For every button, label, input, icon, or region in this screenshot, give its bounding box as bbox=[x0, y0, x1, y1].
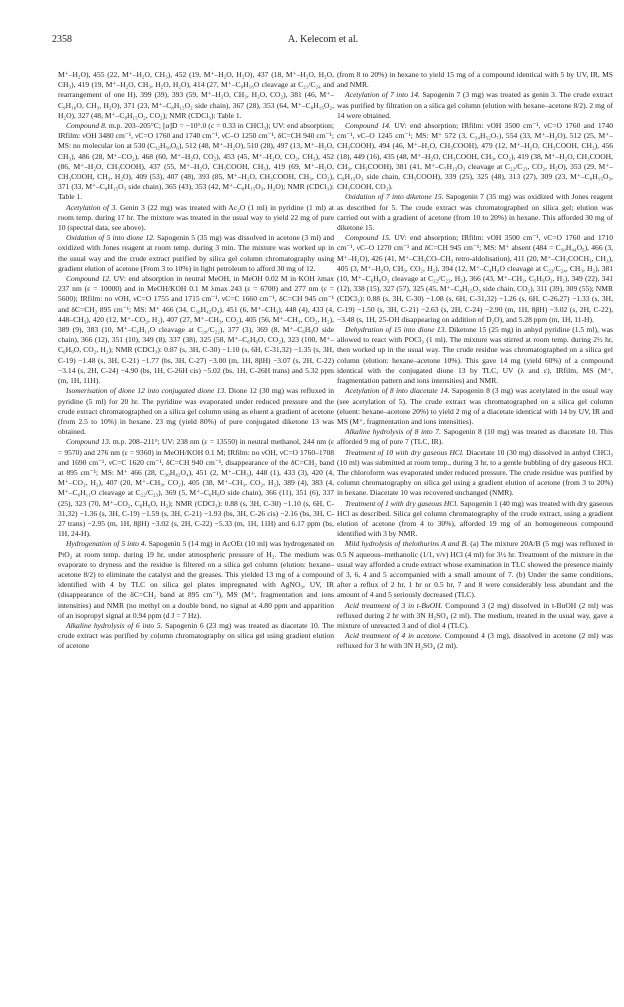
paragraph-text: Genin 3 (22 mg) was treated with Ac₂O (1 ml) in pyridine (1 ml) at room temp. during 17 hr. The mixture was treated in the usual way to yield 22 mg of pure 10 (spectral data, see above). bbox=[58, 202, 335, 233]
paragraph-lead: Compound 15. bbox=[345, 233, 391, 243]
paragraph-lead: Acetylation of 3. bbox=[66, 202, 118, 212]
paragraph-text: Sapogenin 7 (35 mg) was oxidized with Jones reagent as described for 5. The crude extract was chromatographed on silica gel; elution was carried out with a gradient of acetone (from 10 to 20%) in hexane. This afforded 30 mg of diketone 15. bbox=[337, 192, 613, 233]
paragraph-text: M⁺–H₂O), 455 (22, M⁺–H₂O, CH₃), 452 (19, M⁺–H₂O, H₂O), 437 (18, M⁺–H₂O, H₂O, CH₃), 419 (19, M⁺–H₂O, CH₃, H₂O, H₂O), 414 (27, M⁺–C₉H₁₆O cleavage at C₂₁/C₂₄ and rearrangement of one H), 399 (39), 393 (59, M⁺–H₂O, CH₃, H₂O, CO₂), 381 (46, M⁺–C₉H₁₆O, CH₃, H₂O), 371 (23, M⁺–C₈H₁₅O₂ side chain), 367 (28), 353 (64, M⁺–C₈H₁₅O₂, H₂O), 327 (48, M⁺–C₈H₁₅O₂, CO₂); NMR (CDCl₃): Table 1. bbox=[58, 70, 334, 120]
paragraph bbox=[58, 621, 334, 652]
paragraph-text: m.p. 208–211°; UV: 238 nm (ε = 13550) in neutral methanol, 244 nm (ε = 9570) and 276 nm (ε = 9360) in MeOH/KOH 0.1 M; IRfilm: no νOH, νC=O 1760–1708 and 1690 cm⁻¹, νC=C 1620 cm⁻¹, δC=CH 940 cm⁻¹, disappearance of the δC=CH₂ band at 895 cm⁻¹; MS: M⁺ 466 (28, C₃₀H₄₂O₄), 451 (2, M⁺–CH₃), 448 (1), 433 (3), 420 (4, M⁺–CO₂, H₂), 407 (20, M⁺–CH₃, CO₂), 405 (38, M⁺–CH₃, CO₂, H₂), 389 (4), 383 (4, M⁺–C₆H₁₁O cleavage at C₂₂/C₂₃), 369 (5, M⁺–C₆H₉O side chain), 366 (11), 351 (6), 337 (25), 323 (70, M⁺–CO₂, C₆H₉O, H₂); NMR (CDCl₃): 0.88 (s, 3H, C-30) −1.10 (s, 6H, C-31,32) −1.36 (s, 3H, C-19) −1.59 (s, 3H, C-21) −1.93 (bs, 3H, C-26 cis) −2.16 (bs, 3H, C-27 trans) −2.95 (m, 1H, 8βH) −3.02 (s, 2H, C-22) −5.33 (m, 1H, 11H) and 6.17 ppm (bs, 1H, 24-H). bbox=[58, 437, 334, 539]
paragraph-lead: Oxidation of 7 into diketone 15. bbox=[345, 192, 444, 202]
paragraph-lead: Acetylation of 7 into 14. bbox=[345, 90, 420, 100]
paragraph-text: UV: end absorption in neutral MeOH, in MeOH 0.02 M in KOH λmax 237 nm (ε = 10000) and in MeOH/KOH 0.1 M λmax 243 (ε = 6700) and 277 nm (ε = 5600); IRfilm: no νOH, νC=O 1755 and 1715 cm⁻¹, νC=C 1660 cm⁻¹, δC=CH 945 cm⁻¹ and δC=CH₂ 895 cm⁻¹; MS: M⁺ 466 (34, C₃₀H₄₂O₄), 451 (6, M⁺–CH₃), 448 (4), 433 (4, 448–CH₃), 420 (12, M⁺–CO₂, H₂), 407 (27, M⁺–CH₃, CO₂), 405 (56, M⁺–CH₃, CO₂, H₂), 389 (9), 383 (10, M⁺–C₆H₁₁O cleavage at C₂₀/C₂₂), 377 (3), 369 (8, M⁺–C₆H₉O side chain), 366 (12), 351 (10), 349 (8), 337 (38), 325 (58, M⁺–C₆H₉O, CO₂), 323 (100, M⁺–C₆H₉O, CO₂, H₂); NMR (CDCl₃): 0.87 (s, 3H, C-30) −1.10 (s, 6H, C-31,32) −1.35 (s, 3H, C-19) −1.48 (s, 3H, C-21) −1.77 (bs, 3H, C-27) −3.00 (m, 1H, 8βH) −3.07 (s, 2H, C-22) −3.14 (s, 2H, C-24) −4.90 (bs, 1H, C-26H cis) −5.02 (bs, 1H, C-26H trans) and 5.32 ppm (m, 1H, 11H). bbox=[58, 274, 334, 386]
paragraph-text: Compound 4 (3 mg), dissolved in acetone (2 ml) was refluxed for 3 hr with 3N H₂SO₄ (2 ml). bbox=[337, 631, 613, 651]
paragraph-text: (a) The mixture 20A/B (5 mg) was refluxed in 0.5 N aqueous–methanolic (1/1, v/v) HCl (4 ml) for 3½ hr. Treatment of the mixture in the usual way afforded a crude extract whose examination in TLC showed the presence mainly of 3, 6, 4 and 5 accompanied with a small amount of 7. (b) Under the same conditions, after a reflux of 2 hr, 1 hr or 0.5 hr, 7 and 8 were considerably less abundant and the amount of 4 and 5 seriously decreased (TLC). bbox=[337, 539, 613, 600]
paragraph bbox=[337, 325, 613, 386]
paragraph-text: m.p. 203–205°C; [α]D = −10°.0 (c = 0.33 in CHCl₃); UV: end absorption; IRfilm: νOH 3480 cm⁻¹, νC=O 1760 and 1740 cm⁻¹, νC–O 1250 cm⁻¹, δC=CH 940 cm⁻¹; MS: no molecular ion at 530 (C₃₂H₅₀O₆), 512 (48, M⁺–H₂O), 510 (28), 497 (13, M⁺–H₂O, CH₃), 486 (28, M⁺–CO₂), 468 (60, M⁺–H₂O, CO₂), 453 (45, M⁺–H₂O, CO₂, CH₃), 452 (86, M⁺–H₂O, CH₃COOH), 437 (55, M⁺–H₂O, CH₃COOH, CH₃), 419 (69, M⁺–H₂O, CH₃COOH, CH₃, H₂O), 409 (53), 407 (48), 393 (85, M⁺–H₂O, CH₃COOH, CH₃, CO₂), 371 (33, M⁺–C₈H₁₅O₃ side chain), 365 (43), 353 (42, M⁺–C₈H₁₅O₃, H₂O); NMR (CDCl₃): Table 1. bbox=[58, 121, 335, 202]
paragraph-lead: Isomerisation of dione 12 into conjugated dione 13. bbox=[66, 386, 227, 396]
paragraph-text: Sapogenin 8 (3 mg) was acetylated in the usual way (see acetylation of 5). The crude extract was chromatographed on a silica gel column (eluent: hexane–acetone 20%) to yield 2 mg of a diacetate identical with 14 by UV, IR and MS (M⁺, fragmentation and ions intensities). bbox=[337, 386, 613, 426]
paragraph-lead: Compound 8. bbox=[66, 121, 107, 131]
paragraph-lead: Compound 12. bbox=[66, 274, 112, 284]
paragraph-lead: Acid treatment of 3 in t-BuOH. bbox=[345, 600, 443, 610]
running-head: A. Kelecom et al. bbox=[287, 34, 359, 45]
paragraph bbox=[58, 539, 334, 621]
paragraph bbox=[58, 203, 334, 234]
page-number: 2358 bbox=[52, 34, 72, 45]
paragraph bbox=[337, 386, 613, 427]
paragraph-lead: Acetylation of 8 into diacetate 14. bbox=[345, 386, 450, 396]
paragraph-lead: Alkaline hydrolysis of 6 into 5. bbox=[66, 620, 163, 630]
paragraph-lead: Mild hydrolysis of thelothurins A and B. bbox=[345, 539, 468, 549]
paragraph-text: (from 8 to 20%) in hexane to yield 15 mg of a compound identical with 5 by UV, IR, MS and NMR. bbox=[337, 70, 613, 90]
paragraph-text: Sapogenin 1 (40 mg) was treated with dry gaseous HCl as described. Silica gel column chromatography of the crude extract, using a gradient elution of acetone (from 4 to 30%), afforded 19 mg of an homogeneous compound identified with 3 by NMR. bbox=[337, 498, 613, 539]
paragraph-text: Sapogenin 6 (23 mg) was treated as diacetate 10. The crude extract was purified by column chromatography on silica gel using gradient elution of acetone bbox=[58, 620, 335, 651]
paragraph-text: UV: end absorption; IRfilm: νOH 3500 cm⁻¹, νC=O 1760 and 1740 cm⁻¹, νC–O 1245 cm⁻¹; MS: M⁺ 572 (3, C₃₄H₅₂O₇), 554 (33, M⁺–H₂O), 512 (25, M⁺–CH₃COOH), 494 (46, M⁺–H₂O, CH₃COOH), 479 (12, M⁺–H₂O, CH₃COOH, CH₃), 456 (18), 449 (16), 435 (48, M⁺–H₂O, CH₃COOH, CH₃, CO₂), 419 (38, M⁺–H₂O, CH₃COOH, CH₃, CH₃COOH), 381 (41, M⁺–C₇H₁₃O₃ cleavage at C₂₂/C₂₃, CO₂, H₂O), 353 (29, M⁺–C₈H₁₅O₃ side chain, CH₃COOH), 339 (25), 325 (48), 313 (27), 309 (23, M⁺–C₈H₁₅O₃, CH₃COOH, CO₂). bbox=[337, 121, 613, 192]
paragraph-lead: Compound 14. bbox=[345, 121, 391, 131]
paragraph-lead: Compound 13. bbox=[66, 437, 111, 447]
paragraph-text: Diacetate 10 (30 mg) dissolved in anhyd CHCl₃ (10 ml) was submitted at room temp., during 3 hr, to a gentle bubbling of dry gaseous HCl. The chloroform was evaporated under reduced pressure. The crude residue was purified by column chromatography on silica gel using a gradient elution of acetone (from 3 to 20%) in hexane. Diacetate 10 was recovered unchanged (NMR). bbox=[337, 447, 613, 498]
paragraph-lead: Acid treatment of 4 in acetone. bbox=[345, 631, 443, 641]
paragraph bbox=[337, 90, 613, 121]
paragraph-text: Sapogenin 7 (3 mg) was treated as genin 3. The crude extract was purified by filtration on a silica gel column (elution with hexane–acetone 8/2). 2 mg of 14 were obtained. bbox=[337, 90, 614, 120]
paragraph-lead: Hydrogenation of 5 into 4. bbox=[66, 539, 147, 549]
paragraph-lead: Alkaline hydrolysis of 8 into 7. bbox=[345, 427, 441, 437]
paragraph-text: Dione 12 (30 mg) was refluxed in pyridine (5 ml) for 20 hr. The pyridine was evaporated under reduced pressure and the crude extract chromatographed on a silica gel column using as eluent a gradient of acetone (from 2.5 to 10%) in hexane. 23 mg (yield 80%) of pure conjugated diketone 13 was obtained. bbox=[58, 386, 335, 437]
right-column bbox=[337, 70, 613, 652]
paragraph-text: Sapogenin 5 (35 mg) was dissolved in acetone (3 ml) and oxidized with Jones reagent at room temp. during 3 min. The mixture was worked up in the usual way and the crude extract purified by silica gel column chromatography using gradient elution of acetone (From 3 to 10%) in light petroleum to afford 30 mg of 12. bbox=[58, 233, 335, 273]
paragraph bbox=[337, 70, 613, 90]
paragraph-text: Sapogenin 5 (14 mg) in AcOEt (10 ml) was hydrogenated on PtO₂ at room temp. during 19 hr, under atmospheric pressure of H₂. The medium was evaporate to dryness and the residue is filtered on a silica gel column (elution: hexane–acetone 8/2) to eliminate the catalyst and the greases. This yielded 13 mg of a compound identified with 4 by TLC on silica gel plates impregnated with AgNO₃, UV, IR (disappearance of the δC=CH₂ band at 895 cm⁻¹), MS (M⁺, fragmentation and ions intensities) and NMR (no methyl on a double bond, no signal at 4.80 ppm and apparition of an isopropyl signal at 0.94 ppm (d J = 7 Hz). bbox=[58, 539, 334, 620]
paragraph-lead: Dehydration of 15 into dione 13. bbox=[345, 325, 447, 335]
paragraph bbox=[58, 233, 334, 274]
paragraph bbox=[337, 121, 613, 192]
paragraph bbox=[337, 448, 613, 499]
paragraph bbox=[337, 192, 613, 233]
paragraph bbox=[337, 499, 613, 540]
paragraph bbox=[337, 601, 613, 632]
paragraph bbox=[58, 437, 334, 539]
left-column bbox=[58, 70, 334, 652]
paragraph-lead: Treatment of 1 with dry gaseous HCl. bbox=[345, 498, 459, 508]
paragraph bbox=[58, 274, 334, 386]
paragraph bbox=[58, 70, 334, 121]
paragraph bbox=[58, 121, 334, 203]
paragraph bbox=[337, 631, 613, 651]
paragraph-text: Diketone 15 (25 mg) in anhyd pyridine (1.5 ml), was allowed to react with POCl₃ (1 ml). The mixture was stirred at room temp. during 2½ hr, then worked up in the usual way. The crude residue was chromatographed on a silica gel column (elution: hexane–acetone 10%). This gave 14 mg (yield 60%) of a compound identical with the conjugated dione 13 by TLC, UV (λ and ε), IRfilm, MS (M⁺, fragmentation pattern and ions intensities) and NMR. bbox=[337, 325, 613, 386]
paragraph-lead: Treatment of 10 with dry gaseous HCl. bbox=[345, 447, 464, 457]
paragraph-text: UV: end absorption; IRfilm: νOH 3500 cm⁻¹, νC=O 1760 and 1710 cm⁻¹, νC–O 1270 cm⁻¹ and δC=CH 945 cm⁻¹; MS: M⁺ absent (484 = C₃₀H₄₄O₅), 466 (3, M⁺–H₂O), 426 (41, M⁺–CH₃CO–CH₃ retro-aldolisation), 411 (20, M⁺–CH₃COCH₃, CH₃), 405 (3, M⁺–H₂O, CH₃, CO₂, H₂), 394 (12, M⁺–C₄H₈O cleavage at C₂₃/C₂₄, CH₃, H₂), 381 (10, M⁺–C₆H₉O₂ cleavage at C₂₂/C₂₃, H₂), 366 (43, M⁺–CH₃, C₅H₉O₂, H₂), 349 (22), 341 (12), 338 (15), 327 (57), 325 (45, M⁺–C₈H₁₅O₃ side chain, CO₂), 311 (39), 309 (55); NMR (CDCl₃): 0.88 (s, 3H, C-30) −1.08 (s, 6H, C-31,32) −1.26 (s, 6H, C-26,27) −1.33 (s, 3H, C-19) −1.50 (s, 3H, C-21) −2.63 (s, 2H, C-24) −2.90 (m, 1H, 8βH) −3.02 (s, 2H, C-22), −3.48 (s, 1H, 25-OH disappearing on addition of D₂O), and 5.28 ppm (m, 1H, 11-H). bbox=[337, 233, 613, 324]
paragraph bbox=[337, 427, 613, 447]
paragraph bbox=[337, 233, 613, 325]
paragraph bbox=[337, 539, 613, 600]
page-header bbox=[52, 33, 594, 47]
paragraph-text: Compound 3 (2 mg) dissolved in t-BuOH (2 ml) was refluxed during 2 hr with 3N H₂SO₄ (2 ml). The medium, treated in the usual way, gave a mixture of unreacted 3 and of diol 4 (TLC). bbox=[337, 600, 614, 630]
paragraph bbox=[58, 386, 334, 437]
paragraph-text: Sapogenin 8 (10 mg) was treated as diacetate 10. This afforded 9 mg of pure 7 (TLC, IR). bbox=[337, 427, 613, 447]
paragraph-lead: Oxidation of 5 into dione 12. bbox=[66, 233, 155, 243]
